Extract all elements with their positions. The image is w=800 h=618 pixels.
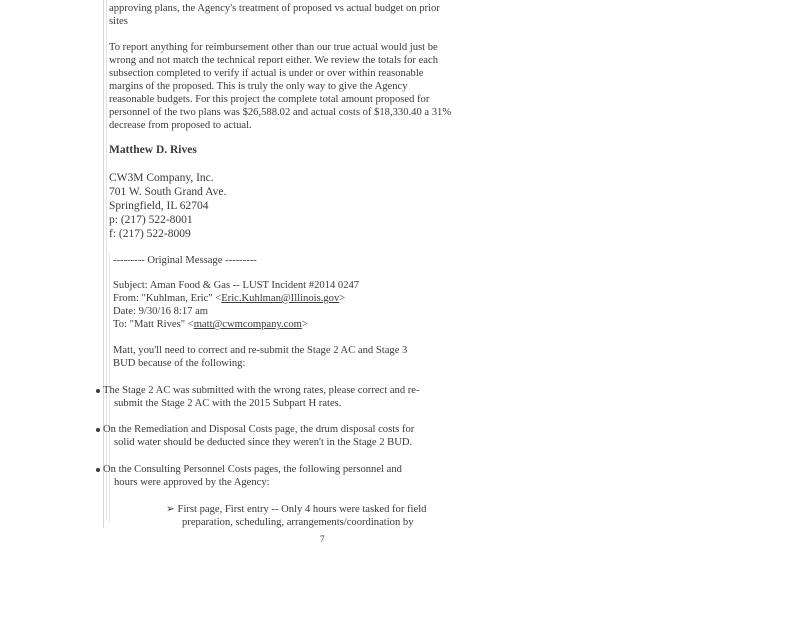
text-line: Matt, you'll need to correct and re-submit the Stage 2 AC and Stage 3: [113, 345, 408, 356]
text-line: margins of the proposed. This is truly the only way to give the Agency: [109, 81, 408, 92]
sub-bullet-text: First page, First entry -- Only 4 hours were tasked for field: [177, 504, 427, 515]
text-line: BUD because of the following:: [113, 358, 246, 369]
bullet-text: solid water should be deducted since they weren't in the Stage 2 BUD.: [114, 437, 413, 448]
email-body: [113, 344, 407, 370]
bullet-dot: [96, 468, 100, 472]
text-line: sites: [109, 16, 128, 27]
bullet-dot: [96, 389, 100, 393]
from-label: From: "Kuhlman, Eric" <: [113, 293, 222, 304]
email-date: Date: 9/30/16 8:17 am: [113, 306, 209, 317]
sub-bullet-item: [166, 503, 426, 529]
text-line: To report anything for reimbursement other than our true actual would just be: [109, 42, 438, 53]
bullet-item: [96, 384, 420, 410]
city-state-zip: Springfield, IL 62704: [109, 200, 209, 212]
signature-name: Matthew D. Rives: [109, 144, 197, 156]
street-address: 701 W. South Grand Ave.: [109, 186, 227, 198]
original-message-header: --------- Original Message ---------: [113, 255, 257, 266]
to-suffix: >: [301, 319, 308, 330]
from-suffix: >: [339, 293, 346, 304]
company-name: CW3M Company, Inc.: [109, 172, 214, 184]
bullet-item: [96, 423, 414, 449]
to-label: To: "Matt Rives" <: [113, 319, 194, 330]
arrow-bullet-icon: ➢: [166, 504, 175, 515]
from-email-link[interactable]: Eric.Kuhlman@Illinois.gov: [221, 293, 340, 304]
email-from: [113, 292, 359, 305]
bullet-dot: [96, 428, 100, 432]
bullet-text: submit the Stage 2 AC with the 2015 Subpart H rates.: [114, 398, 342, 409]
budget-paragraph: [109, 41, 451, 132]
email-to: [113, 318, 359, 331]
page-number: 7: [320, 534, 325, 544]
text-line: reasonable budgets. For this project the complete total amount proposed for: [109, 94, 430, 105]
fax-number: f: (217) 522-8009: [109, 228, 191, 240]
sub-bullet-text: preparation, scheduling, arrangements/coordination by: [182, 517, 414, 528]
text-line: decrease from proposed to actual.: [109, 120, 252, 131]
phone-number: p: (217) 522-8001: [109, 214, 193, 226]
to-email-link[interactable]: matt@cwmcompany.com: [193, 319, 302, 330]
intro-text: [109, 2, 440, 28]
text-line: subsection completed to verify if actual is under or over within reasonable: [109, 68, 424, 79]
bullet-text: On the Remediation and Disposal Costs page, the drum disposal costs for: [103, 424, 415, 435]
text-line: wrong and not match the technical report either. We review the totals for each: [109, 55, 438, 66]
text-line: approving plans, the Agency's treatment of proposed vs actual budget on prior: [109, 3, 440, 14]
bullet-item: [96, 463, 402, 489]
signature-address: [109, 171, 226, 241]
text-line: personnel of the two plans was $26,588.02 and actual costs of $18,330.40 a 31%: [109, 107, 452, 118]
bullet-text: hours were approved by the Agency:: [114, 477, 270, 488]
email-subject: Subject: Aman Food & Gas -- LUST Incident #2014 0247: [113, 280, 360, 291]
email-headers: [113, 279, 359, 331]
bullet-text: On the Consulting Personnel Costs pages, the following personnel and: [103, 464, 402, 475]
bullet-text: The Stage 2 AC was submitted with the wrong rates, please correct and re-: [103, 385, 420, 396]
